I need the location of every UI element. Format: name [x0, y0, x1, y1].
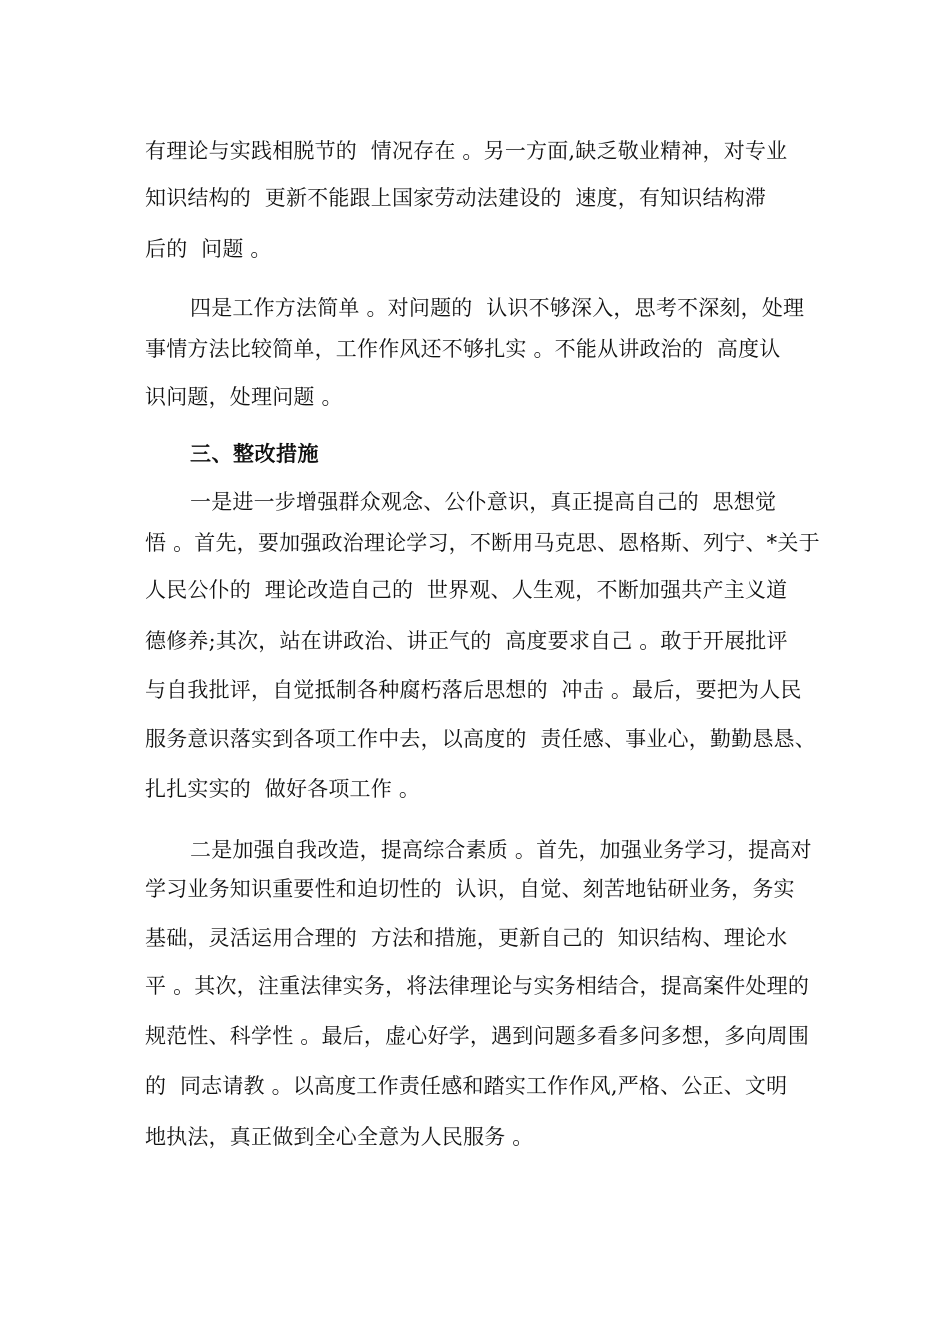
paragraph-4-line-7: 地执法，真正做到全心全意为人民服务 。 [145, 1125, 534, 1149]
paragraph-2-line-3: 识问题，处理问题 。 [145, 385, 343, 409]
paragraph-4-line-5: 规范性、科学性 。最后，虚心好学，遇到问题多看多问多想，多向周围 [145, 1024, 810, 1048]
section-heading: 三、整改措施 [190, 441, 319, 466]
paragraph-3-line-7: 扎扎实实的 做好各项工作 。 [145, 777, 421, 801]
paragraph-4-line-1: 二是加强自我改造，提高综合素质 。首先，加强业务学习，提高对 [190, 838, 812, 862]
paragraph-4-line-6: 的 同志请教 。以高度工作责任感和踏实工作作风,严格、公正、文明 [145, 1074, 788, 1098]
paragraph-4-line-3: 基础，灵活运用合理的 方法和措施，更新自己的 知识结构、理论水 [145, 926, 788, 950]
paragraph-3-line-5: 与自我批评，自觉抵制各种腐朽落后思想的 冲击 。最后，要把为人民 [145, 678, 802, 702]
paragraph-4-line-2: 学习业务知识重要性和迫切性的 认识，自觉、刻苦地钻研业务，务实 [145, 877, 795, 901]
paragraph-2-line-2: 事情方法比较简单，工作作风还不够扎实 。不能从讲政治的 高度认 [145, 337, 781, 361]
paragraph-3-line-6: 服务意识落实到各项工作中去，以高度的 责任感、事业心，勤勤恳恳、 [145, 727, 816, 751]
paragraph-1-line-1: 有理论与实践相脱节的 情况存在 。另一方面,缺乏敬业精神，对专业 [145, 139, 788, 163]
paragraph-1-line-2: 知识结构的 更新不能跟上国家劳动法建设的 速度，有知识结构滞 [145, 186, 767, 210]
paragraph-3-line-4: 德修养;其次，站在讲政治、讲正气的 高度要求自己 。敢于开展批评 [145, 629, 788, 653]
paragraph-4-line-4: 平 。其次，注重法律实务，将法律理论与实务相结合，提高案件处理的 [145, 974, 810, 998]
paragraph-3-line-3: 人民公仆的 理论改造自己的 世界观、人生观，不断加强共产主义道 [145, 578, 788, 602]
paragraph-3-line-1: 一是进一步增强群众观念、公仆意识，真正提高自己的 思想觉 [190, 490, 777, 514]
paragraph-1-line-3: 后的 问题 。 [145, 237, 272, 261]
paragraph-2-line-1: 四是工作方法简单 。对问题的 认识不够深入，思考不深刻，处理 [190, 296, 805, 320]
paragraph-3-line-2: 悟 。首先，要加强政治理论学习，不断用马克思、恩格斯、列宁、*关于 [145, 531, 820, 555]
